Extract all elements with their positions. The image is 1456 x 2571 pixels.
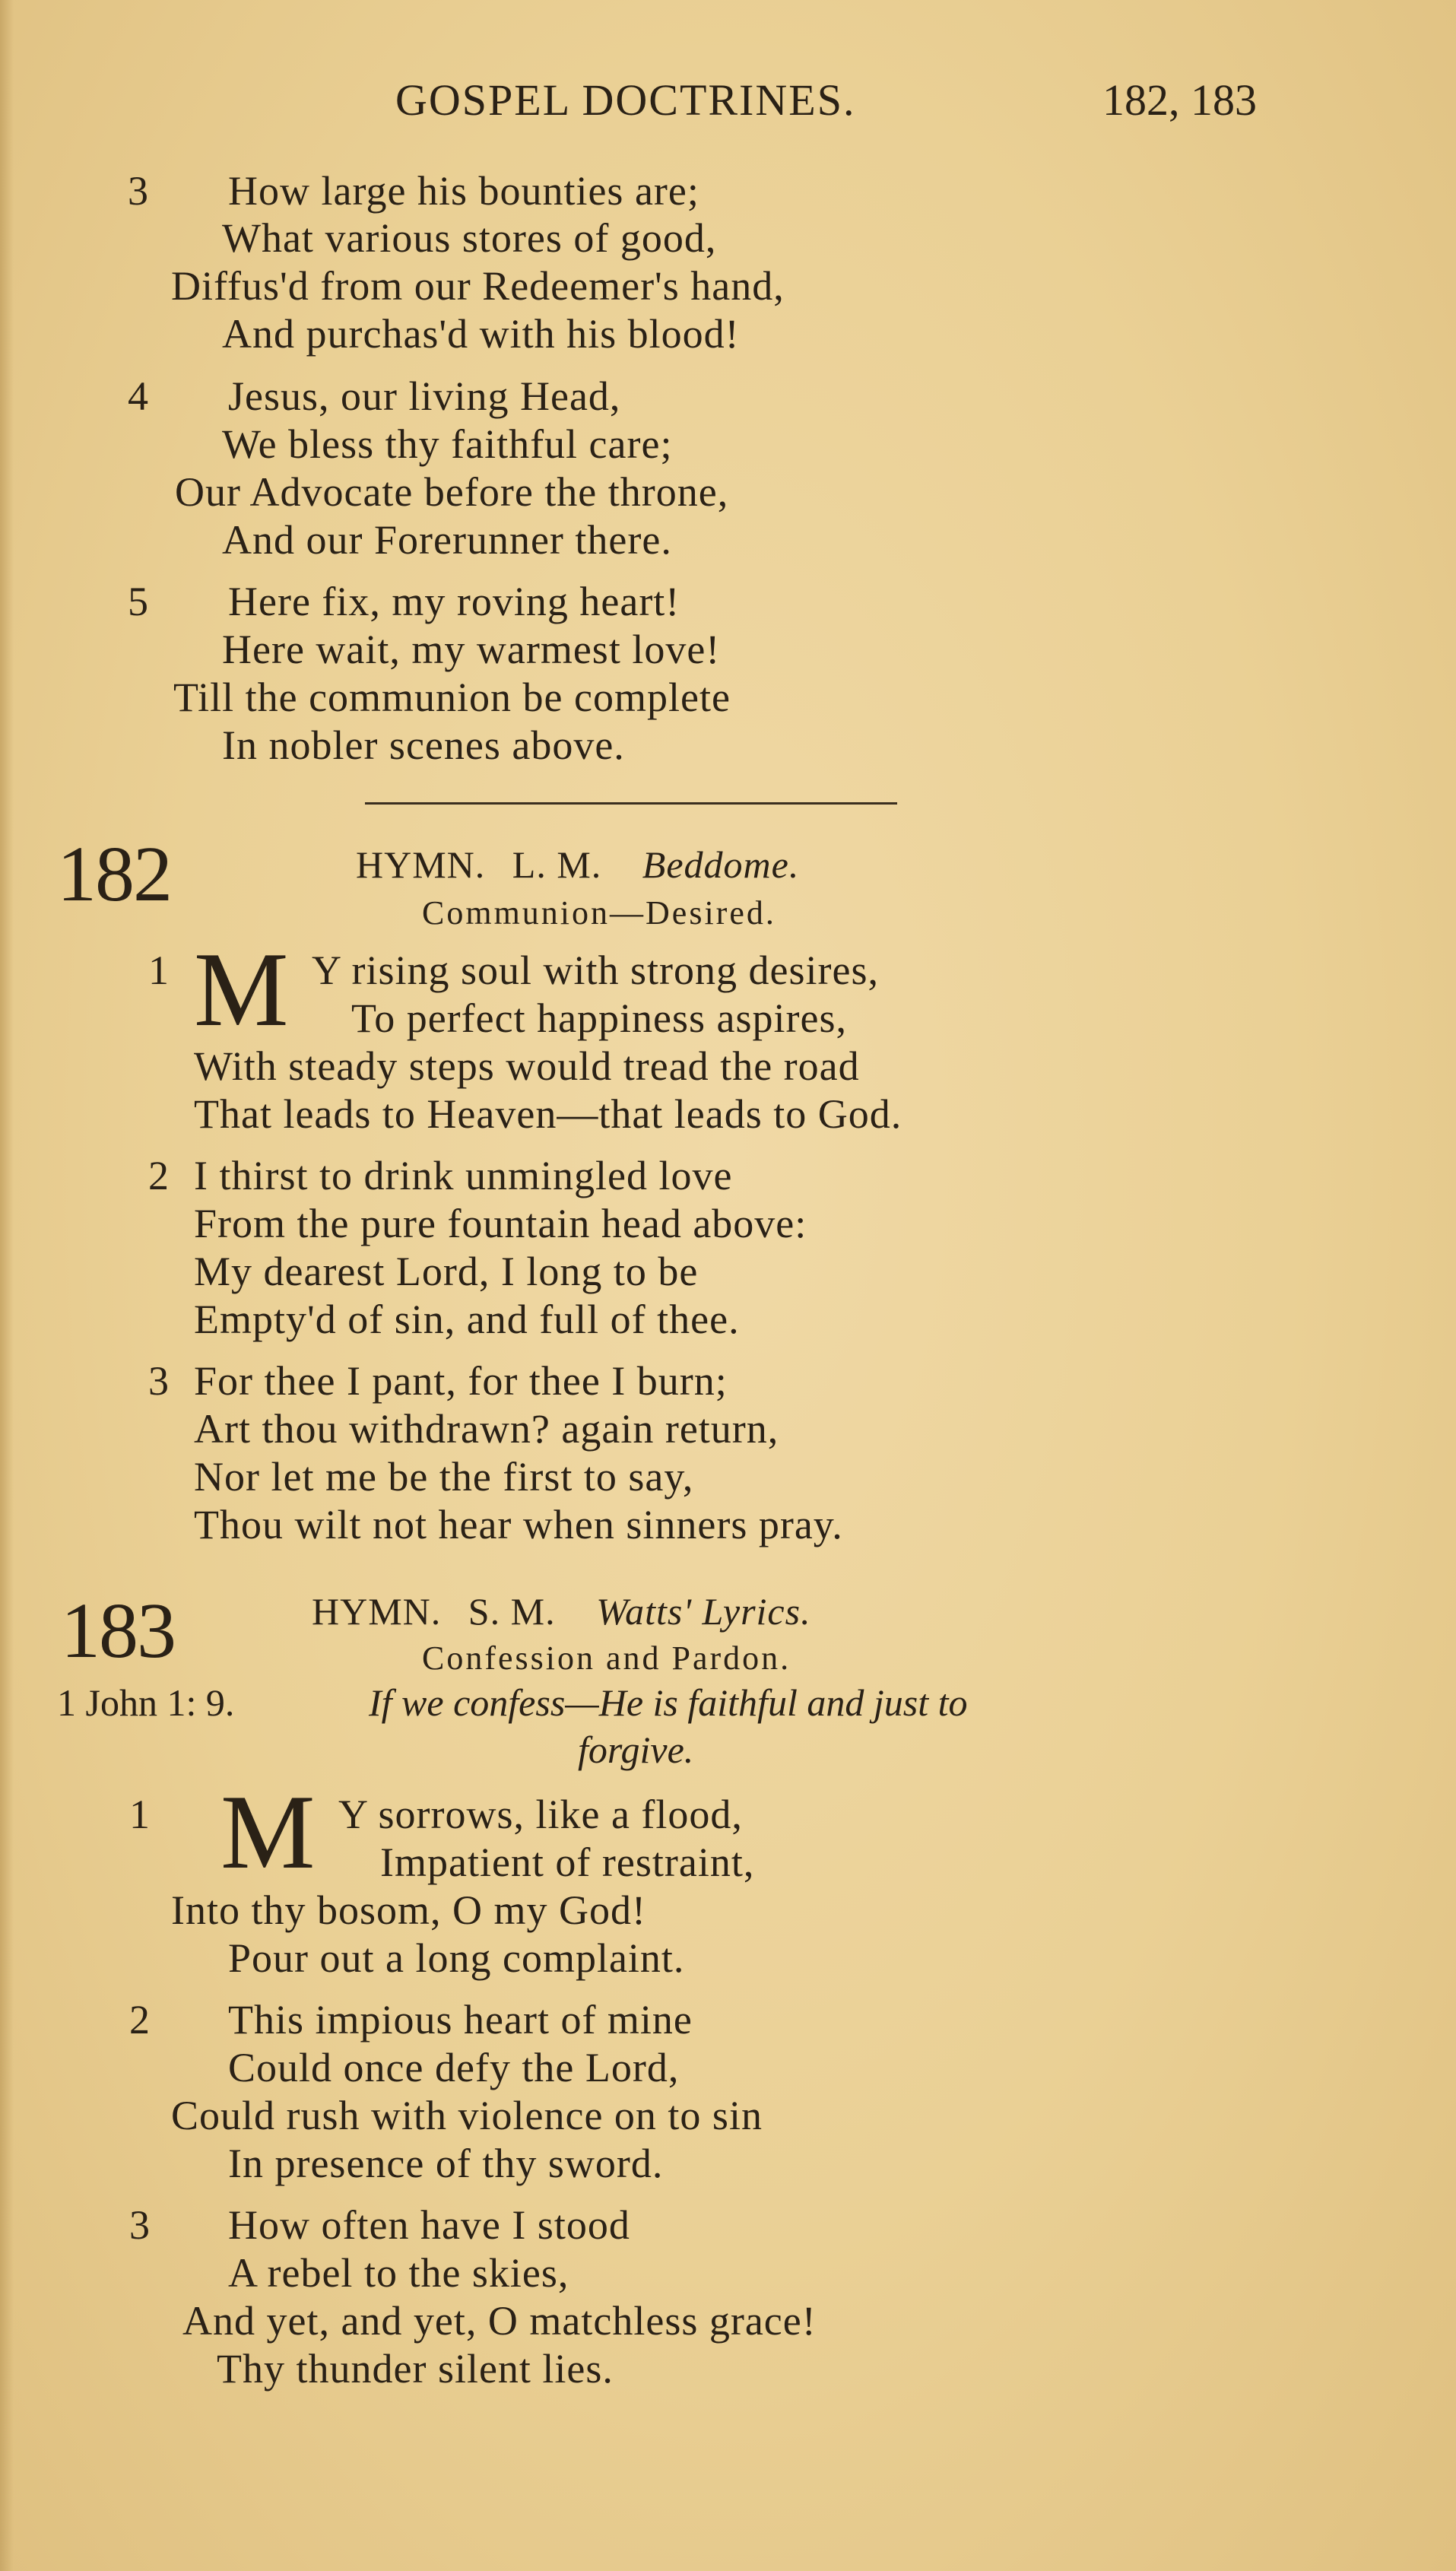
hymn-number: 183 xyxy=(61,1587,175,1674)
verse-line: To perfect happiness aspires, xyxy=(351,995,848,1041)
verse-line: And yet, and yet, O matchless grace! xyxy=(182,2298,817,2344)
verse-line: We bless thy faithful care; xyxy=(222,421,673,467)
scripture-text: If we confess—He is faithful and just to xyxy=(369,1681,968,1724)
verse-line: Nor let me be the first to say, xyxy=(194,1454,694,1500)
verse-line: Impatient of restraint, xyxy=(380,1839,755,1885)
verse-number: 1 xyxy=(148,947,169,993)
verse-line: Art thou withdrawn? again return, xyxy=(194,1406,779,1452)
hymn-meter: S. M. xyxy=(468,1590,556,1633)
page-numbers: 182, 183 xyxy=(1102,75,1257,125)
verse-line: How large his bounties are; xyxy=(228,168,699,214)
hymn-meter: L. M. xyxy=(512,843,602,886)
hymn-number: 182 xyxy=(57,830,171,918)
verse-line: A rebel to the skies, xyxy=(228,2250,569,2296)
verse-line: With steady steps would tread the road xyxy=(194,1043,860,1089)
verse-line: Y rising soul with strong desires, xyxy=(312,947,879,993)
verse-number: 2 xyxy=(129,1997,150,2043)
verse-number: 5 xyxy=(128,579,148,624)
verse-line: Our Advocate before the throne, xyxy=(175,469,729,515)
verse-line: Empty'd of sin, and full of thee. xyxy=(194,1297,740,1342)
verse-line: Here wait, my warmest love! xyxy=(222,627,721,672)
verse-number: 3 xyxy=(129,2202,150,2248)
scripture-text-continued: forgive. xyxy=(578,1728,694,1771)
verse-line: Jesus, our living Head, xyxy=(228,373,621,419)
verse-line: Diffus'd from our Redeemer's hand, xyxy=(171,263,785,309)
drop-cap: M xyxy=(220,1773,316,1891)
verse-line: Till the communion be complete xyxy=(173,674,731,720)
verse-line: This impious heart of mine xyxy=(228,1997,693,2043)
verse-number: 1 xyxy=(129,1792,150,1837)
hymn-author: Watts' Lyrics. xyxy=(596,1590,811,1633)
section-divider xyxy=(365,802,897,805)
verse-line: And purchas'd with his blood! xyxy=(222,311,740,357)
running-head: GOSPEL DOCTRINES. xyxy=(395,75,856,125)
verse-line: Could rush with violence on to sin xyxy=(171,2093,763,2138)
verse-line: From the pure fountain head above: xyxy=(194,1201,807,1246)
hymn-subtitle: Communion—Desired. xyxy=(422,894,776,932)
verse-number: 3 xyxy=(128,168,148,214)
verse-line: In nobler scenes above. xyxy=(222,722,625,768)
hymn-heading xyxy=(312,1589,811,1633)
verse-line: Could once defy the Lord, xyxy=(228,2045,680,2090)
verse-line: My dearest Lord, I long to be xyxy=(194,1249,699,1294)
verse-line: Y sorrows, like a flood, xyxy=(338,1792,743,1837)
verse-line: In presence of thy sword. xyxy=(228,2141,664,2186)
verse-line: What various stores of good, xyxy=(222,215,717,261)
page-edge-shadow xyxy=(0,0,14,2571)
drop-cap: M xyxy=(194,931,289,1049)
scripture-reference: 1 John 1: 9. xyxy=(57,1681,235,1724)
verse-line: How often have I stood xyxy=(228,2202,630,2248)
verse-number: 4 xyxy=(128,373,148,419)
hymn-kind: HYMN. xyxy=(356,843,486,886)
hymn-author: Beddome. xyxy=(642,843,800,886)
hymn-heading xyxy=(356,843,799,887)
verse-line: I thirst to drink unmingled love xyxy=(194,1153,733,1198)
verse-number: 3 xyxy=(148,1358,169,1404)
verse-line: And our Forerunner there. xyxy=(222,517,672,563)
hymn-kind: HYMN. xyxy=(312,1590,442,1633)
verse-line: That leads to Heaven—that leads to God. xyxy=(194,1091,902,1137)
verse-line: Thou wilt not hear when sinners pray. xyxy=(194,1502,843,1547)
verse-line: Into thy bosom, O my God! xyxy=(171,1887,646,1933)
verse-number: 2 xyxy=(148,1153,169,1198)
verse-line: Thy thunder silent lies. xyxy=(217,2346,614,2392)
verse-line: Here fix, my roving heart! xyxy=(228,579,680,624)
verse-line: Pour out a long complaint. xyxy=(228,1935,685,1981)
verse-line: For thee I pant, for thee I burn; xyxy=(194,1358,728,1404)
hymn-subtitle: Confession and Pardon. xyxy=(422,1639,791,1677)
